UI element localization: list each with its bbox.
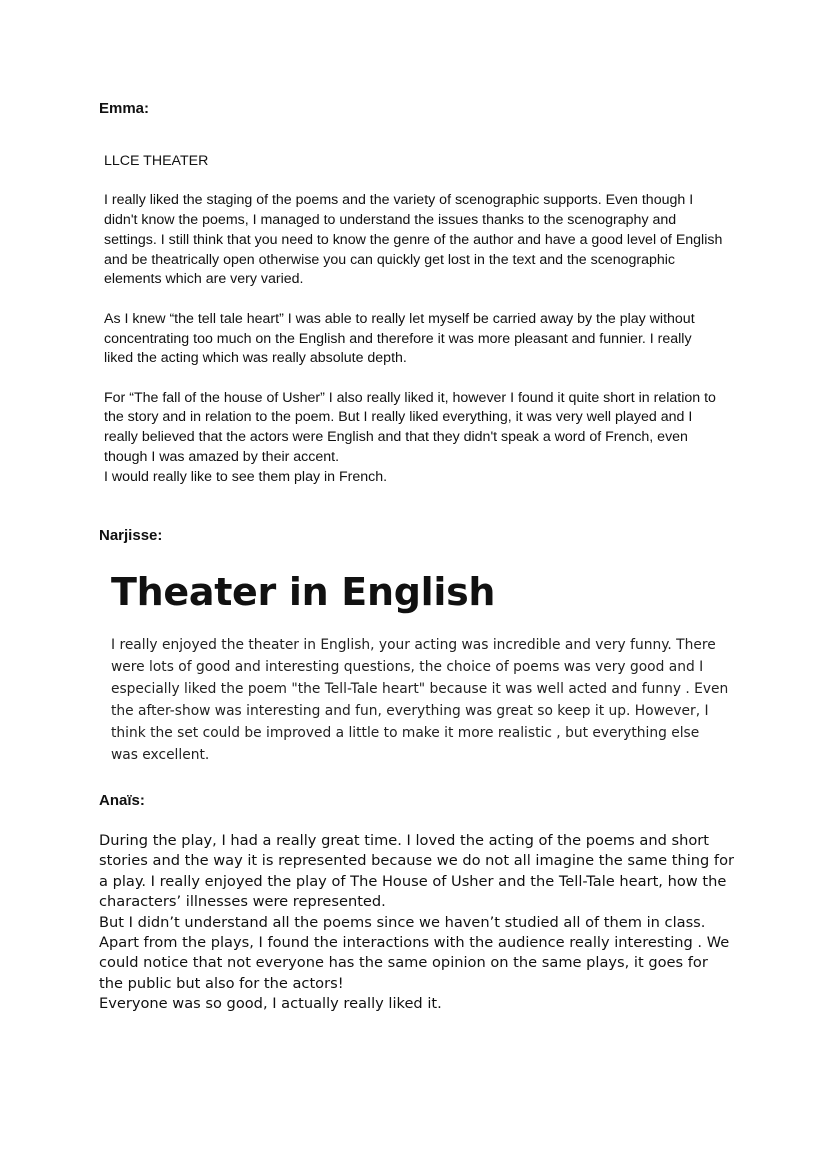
narjisse-title: Theater in English bbox=[111, 570, 496, 614]
emma-paragraph-2: As I knew “the tell tale heart” I was able to really let myself be carried away by the play without concentrating too much on the English and therefore it was more pleasant and funnier. I really liked the acting which was really absolute depth. bbox=[104, 310, 695, 367]
emma-heading: LLCE THEATER bbox=[104, 153, 209, 169]
emma-paragraph-3: For “The fall of the house of Usher” I also really liked it, however I found it quite short in relation to the story and in relation to the poem. But I really liked everything, it was very well played and I really believed that the actors were English and that they didn't speak a word of French, even though I was amazed by their accent. bbox=[104, 389, 716, 466]
anais-paragraph-2: But I didn’t understand all the poems since we haven’t studied all of them in class. Apart from the plays, I found the interactions with the audience really interesting . We could notice that not everyone has the same opinion on the same plays, it goes for the public but also for the actors! bbox=[99, 913, 730, 992]
emma-name-label: Emma: bbox=[99, 100, 150, 117]
narjisse-name-label: Narjisse: bbox=[99, 527, 163, 544]
anais-name-label: Anaïs: bbox=[99, 792, 145, 809]
anais-paragraph-1: During the play, I had a really great time. I loved the acting of the poems and short stories and the way it is represented because we do not all imagine the same thing for a play. I really enjoyed the play of The House of Usher and the Tell-Tale heart, how the characters’ illnesses were represented. bbox=[99, 832, 734, 911]
anais-section bbox=[99, 831, 735, 1015]
anais-paragraph-3: Everyone was so good, I actually really liked it. bbox=[99, 995, 442, 1013]
emma-last-line: I would really like to see them play in French. bbox=[104, 468, 388, 485]
emma-paragraph-1: I really liked the staging of the poems and the variety of scenographic supports. Even though I didn't know the poems, I managed to understand the issues thanks to the scenography and settings. I still think that you need to know the genre of the author and have a good level of English and be theatrically open otherwise you can quickly get lost in the text and the scenographic elements which are very varied. bbox=[104, 192, 723, 288]
narjisse-paragraph: I really enjoyed the theater in English, your acting was incredible and very funny. There were lots of good and interesting questions, the choice of poems was very good and I especially liked the poem "the Tell-Tale heart" because it was well acted and funny . Even the after-show was interesting and fun, everything was great so keep it up. However, I think the set could be improved a little to make it more realistic , but everything else was excellent. bbox=[111, 637, 729, 763]
emma-section bbox=[104, 152, 724, 488]
